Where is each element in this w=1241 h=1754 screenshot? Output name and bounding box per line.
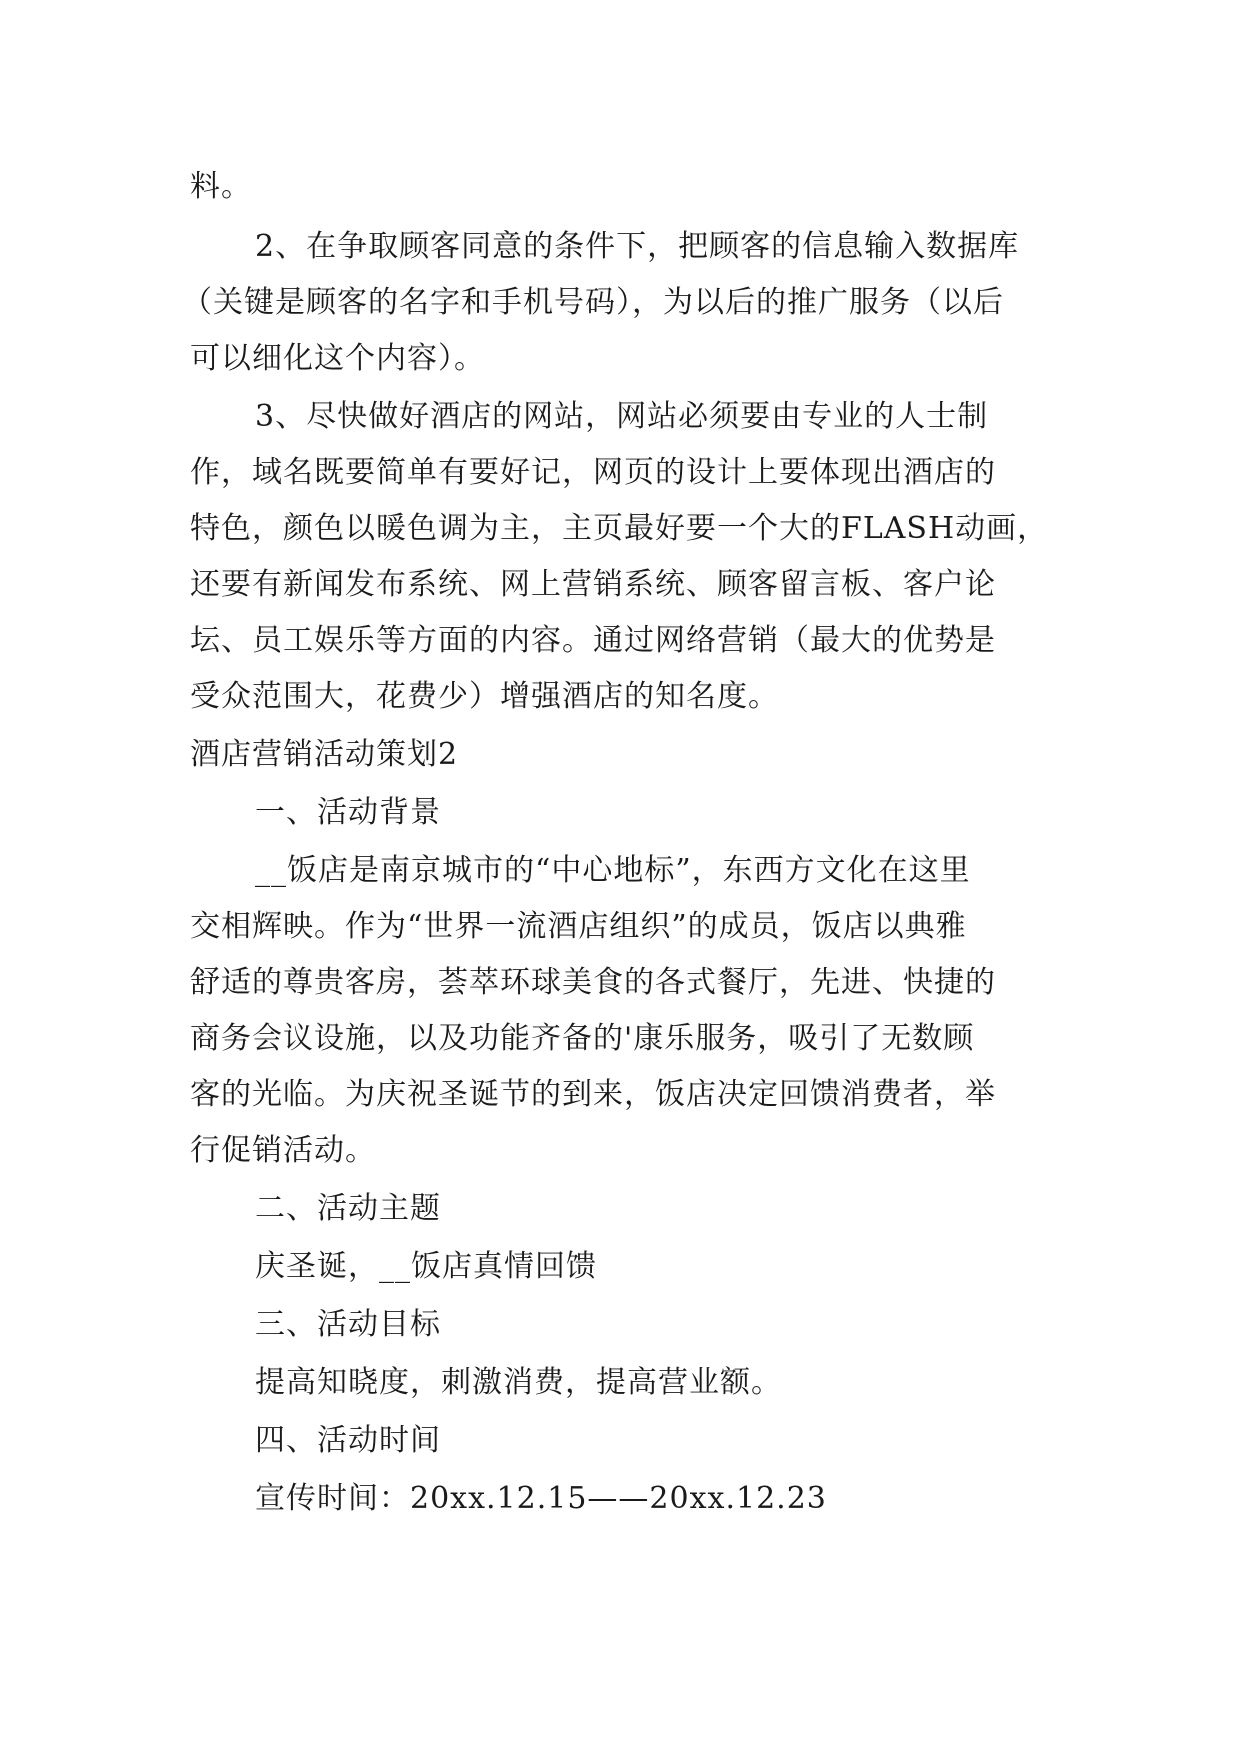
paragraph-2-line-3: 可以细化这个内容）。: [190, 341, 485, 376]
paragraph-2-line-1: 2、在争取顾客同意的条件下，把顾客的信息输入数据库: [255, 229, 1020, 264]
section-title: 酒店营销活动策划2: [190, 737, 459, 772]
paragraph-3-line-4: 还要有新闻发布系统、网上营销系统、顾客留言板、客户论: [190, 567, 996, 602]
paragraph-2-line-2: （关键是顾客的名字和手机号码），为以后的推广服务（以后: [182, 285, 1004, 320]
heading-time: 四、活动时间: [255, 1423, 441, 1458]
background-line-3: 舒适的尊贵客房，荟萃环球美食的各式餐厅，先进、快捷的: [190, 965, 996, 1000]
time-text: 宣传时间：20xx.12.15——20xx.12.23: [255, 1481, 827, 1516]
paragraph-3-line-3: 特色，颜色以暖色调为主，主页最好要一个大的FLASH动画，: [190, 511, 1049, 546]
background-line-5: 客的光临。为庆祝圣诞节的到来，饭店决定回馈消费者，举: [190, 1077, 996, 1112]
paragraph-3-line-2: 作，域名既要简单有要好记，网页的设计上要体现出酒店的: [190, 455, 996, 490]
theme-text: 庆圣诞，__饭店真情回馈: [255, 1249, 597, 1284]
background-line-1: __饭店是南京城市的“中心地标”，东西方文化在这里: [255, 853, 971, 888]
paragraph-3-line-5: 坛、员工娱乐等方面的内容。通过网络营销（最大的优势是: [190, 623, 996, 658]
heading-theme: 二、活动主题: [255, 1191, 441, 1226]
heading-background: 一、活动背景: [255, 795, 441, 830]
text-line: 料。: [190, 169, 252, 204]
background-line-2: 交相辉映。作为“世界一流酒店组织”的成员，饭店以典雅: [190, 909, 967, 944]
goal-text: 提高知晓度，刺激消费，提高营业额。: [255, 1365, 782, 1400]
paragraph-3-line-6: 受众范围大，花费少）增强酒店的知名度。: [190, 679, 779, 714]
background-line-6: 行促销活动。: [190, 1133, 376, 1168]
paragraph-3-line-1: 3、尽快做好酒店的网站，网站必须要由专业的人士制: [255, 399, 989, 434]
background-line-4: 商务会议设施，以及功能齐备的'康乐服务，吸引了无数顾: [190, 1021, 975, 1056]
heading-goal: 三、活动目标: [255, 1307, 441, 1342]
